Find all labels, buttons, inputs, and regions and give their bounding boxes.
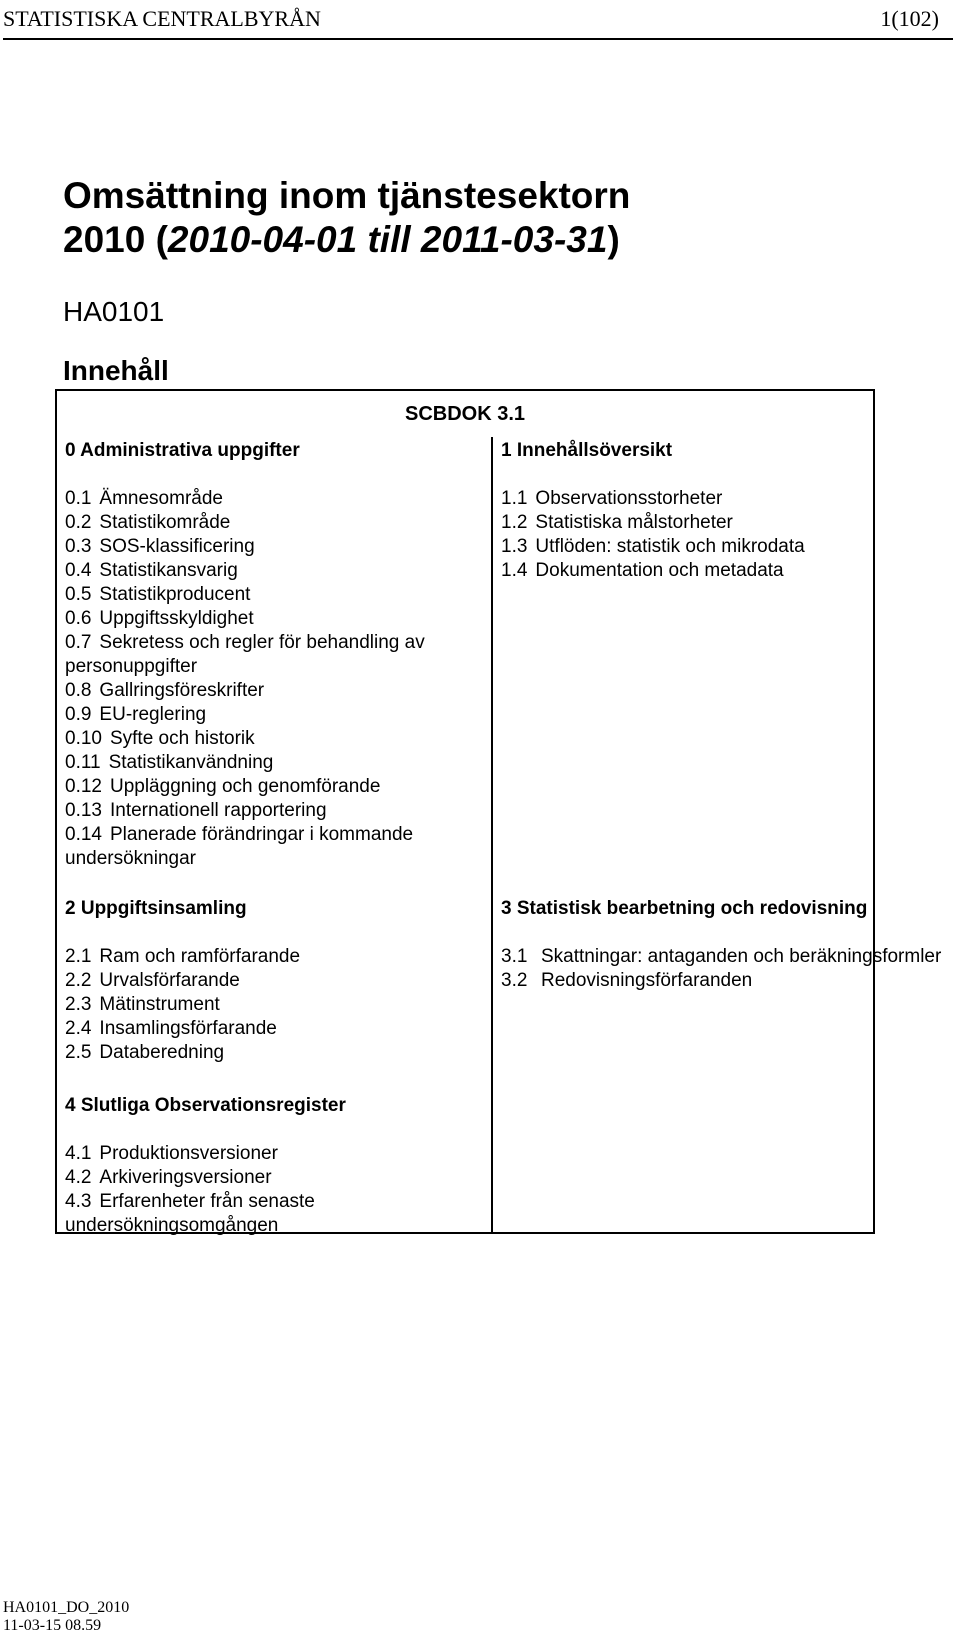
toc-item[interactable]: 2.1 Ram och ramförfarande (65, 946, 301, 967)
toc-section-0 (65, 439, 480, 871)
title-close: ) (607, 219, 620, 260)
toc-item[interactable]: 1.4 Dokumentation och metadata (501, 560, 784, 581)
title-line-1: Omsättning inom tjänstesektorn (63, 175, 631, 216)
toc-item[interactable]: 0.9 EU-reglering (65, 704, 207, 725)
toc-item[interactable]: 0.5 Statistikproducent (65, 584, 251, 605)
toc-item[interactable]: 4.2 Arkiveringsversioner (65, 1167, 272, 1188)
section-heading[interactable]: 0 Administrativa uppgifter (65, 440, 300, 461)
toc-item[interactable]: 0.4 Statistikansvarig (65, 560, 238, 581)
toc-item[interactable]: 0.7 Sekretess och regler för behandling av personuppgifter (65, 632, 425, 677)
toc-item[interactable]: 0.13 Internationell rapportering (65, 800, 327, 821)
table-of-contents (55, 389, 942, 1236)
title-dates: 2010-04-01 till 2011-03-31 (167, 219, 608, 260)
toc-item[interactable]: 0.3 SOS-klassificering (65, 536, 255, 557)
column-divider (491, 437, 493, 1232)
toc-item[interactable]: 0.2 Statistikområde (65, 512, 231, 533)
footer-timestamp: 11-03-15 08.59 (3, 1617, 102, 1634)
toc-section-2 (65, 897, 480, 1065)
page-footer (3, 1599, 129, 1635)
title-year: 2010 ( (63, 219, 168, 260)
toc-item[interactable]: 2.3 Mätinstrument (65, 994, 220, 1015)
section-heading[interactable]: 4 Slutliga Observationsregister (65, 1095, 346, 1116)
toc-item[interactable]: 4.1 Produktionsversioner (65, 1143, 278, 1164)
toc-item[interactable]: 4.3 Erfarenheter från senaste undersökningsomgången (65, 1191, 315, 1236)
organization-name: STATISTISKA CENTRALBYRÅN (3, 6, 321, 31)
toc-item[interactable]: 1.3 Utflöden: statistik och mikrodata (501, 536, 805, 557)
section-heading[interactable]: 1 Innehållsöversikt (501, 440, 673, 461)
section-heading[interactable]: 3 Statistisk bearbetning och redovisning (501, 898, 868, 919)
toc-item[interactable]: 2.4 Insamlingsförfarande (65, 1018, 277, 1039)
section-heading[interactable]: 2 Uppgiftsinsamling (65, 898, 247, 919)
contents-heading: Innehåll (63, 355, 169, 386)
toc-item[interactable]: 3.1 Skattningar: antaganden och beräkningsformler (501, 946, 942, 967)
toc-label: SCBDOK 3.1 (404, 403, 526, 425)
toc-item[interactable]: 0.8 Gallringsföreskrifter (65, 680, 265, 701)
page-header (3, 2, 953, 40)
toc-item[interactable]: 0.14 Planerade förändringar i kommande undersökningar (65, 824, 414, 869)
toc-section-4 (65, 1094, 480, 1238)
toc-item[interactable]: 0.1 Ämnesområde (65, 488, 223, 509)
toc-item[interactable]: 3.2 Redovisningsförfaranden (501, 970, 753, 991)
toc-item[interactable]: 0.12 Uppläggning och genomförande (65, 776, 381, 797)
toc-section-1 (501, 439, 871, 583)
toc-item[interactable]: 1.2 Statistiska målstorheter (501, 512, 733, 533)
toc-item[interactable]: 0.6 Uppgiftsskyldighet (65, 608, 254, 629)
document-id: HA0101 (63, 296, 165, 327)
toc-item[interactable]: 0.11 Statistikanvändning (65, 752, 274, 773)
toc-section-3 (501, 897, 942, 993)
toc-item[interactable]: 2.2 Urvalsförfarande (65, 970, 240, 991)
toc-item[interactable]: 1.1 Observationsstorheter (501, 488, 723, 509)
page-number: 1(102) (880, 6, 939, 31)
document-title (63, 174, 630, 262)
toc-item[interactable]: 0.10 Syfte och historik (65, 728, 255, 749)
toc-item[interactable]: 2.5 Databeredning (65, 1042, 225, 1063)
footer-doc-code: HA0101_DO_2010 (3, 1599, 130, 1616)
